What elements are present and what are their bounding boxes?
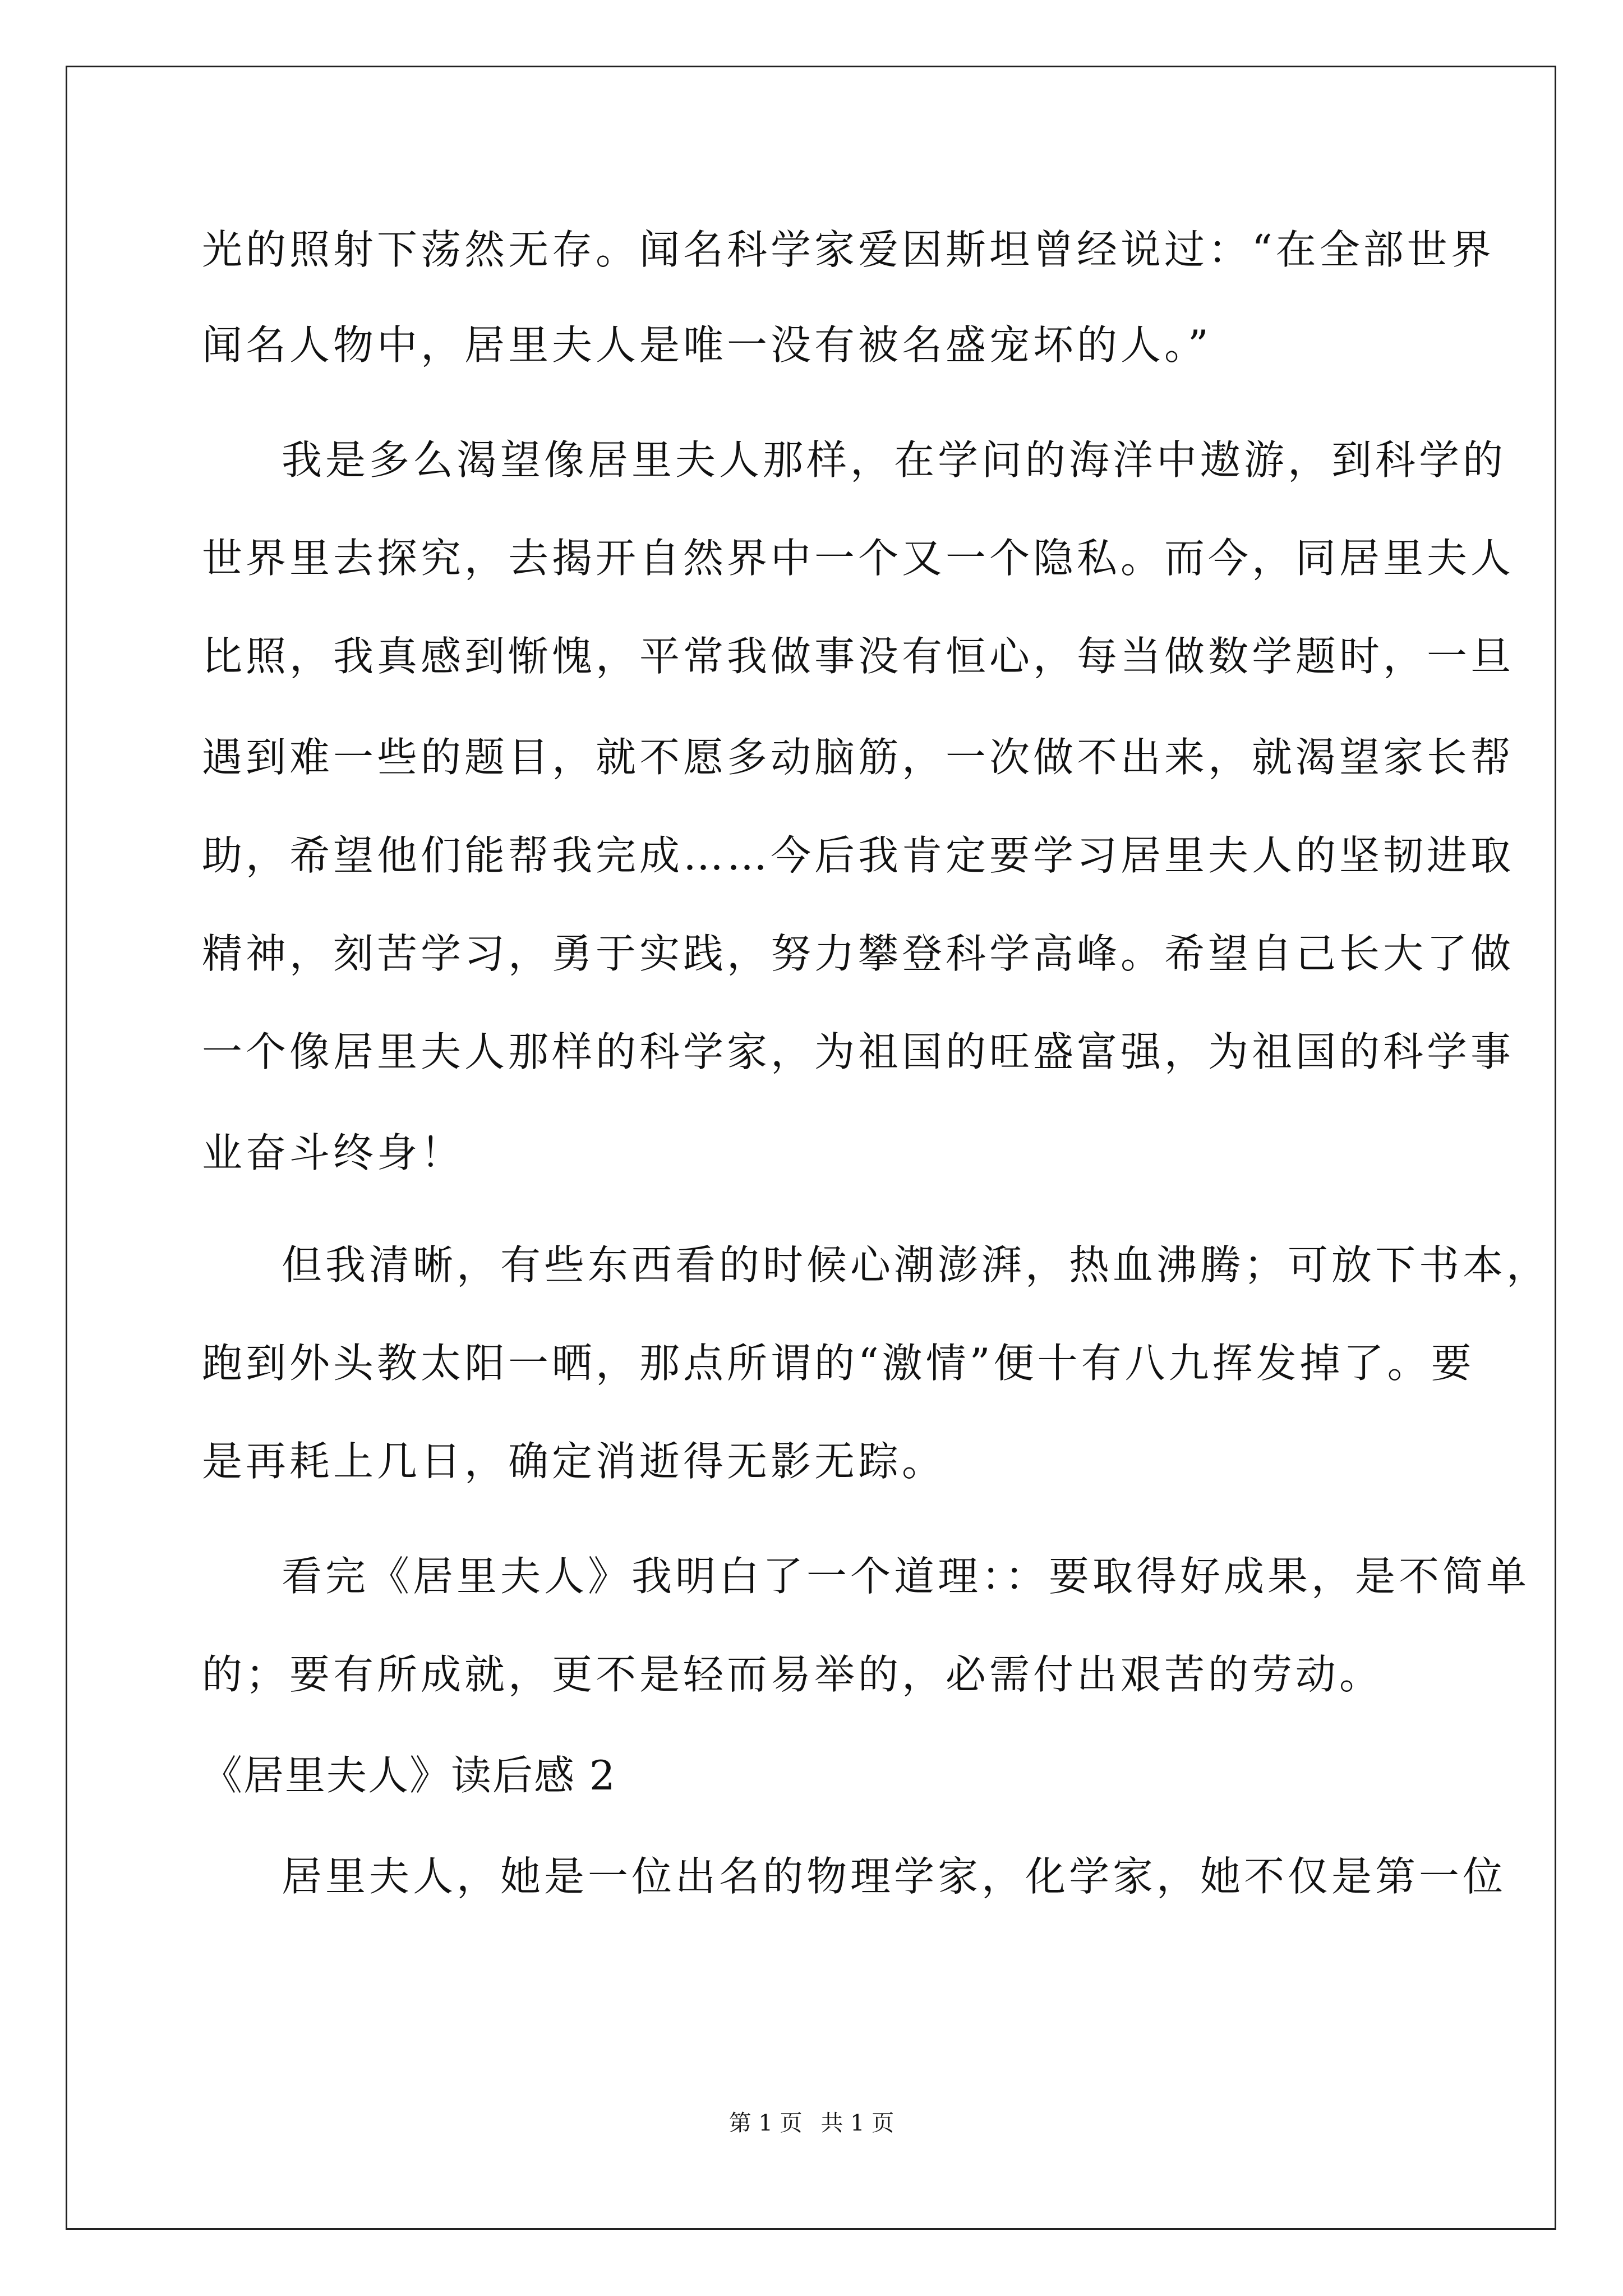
text-line-15: 的；要有所成就，更不是轻而易举的，必需付出艰苦的劳动。 [202,1651,1384,1698]
text-line-5: 比照，我真感到惭愧，平常我做事没有恒心，每当做数学题时，一旦 [202,633,1515,680]
text-line-13: 是再耗上几日，确定消逝得无影无踪。 [202,1438,946,1485]
text-line-8: 精神，刻苦学习，勇于实践，努力攀登科学高峰。希望自己长大了做 [202,930,1515,977]
page-number-total: 共 1 页 [820,2110,895,2136]
text-line-14: 看完《居里夫人》我明白了一个道理：：要取得好成果，是不简单 [282,1553,1530,1600]
text-line-17: 居里夫人，她是一位出名的物理学家，化学家，她不仅是第一位 [282,1853,1507,1900]
page-footer [0,2106,1623,2140]
text-line-11: 但我清晰，有些东西看的时候心潮澎湃，热血沸腾；可放下书本， [282,1241,1551,1289]
text-line-1: 光的照射下荡然无存。闻名科学家爱因斯坦曾经说过：“在全部世界 [202,226,1495,273]
section-heading: 《居里夫人》读后感 2 [202,1752,616,1799]
text-line-9: 一个像居里夫人那样的科学家，为祖国的旺盛富强，为祖国的科学事 [202,1028,1515,1075]
text-line-6: 遇到难一些的题目，就不愿多动脑筋，一次做不出来，就渴望家长帮 [202,734,1515,781]
text-line-12: 跑到外头教太阳一晒，那点所谓的“激情”便十有八九挥发掉了。要 [202,1340,1475,1387]
text-line-2: 闻名人物中，居里夫人是唯一没有被名盛宠坏的人。” [202,321,1212,369]
text-line-10: 业奋斗终身！ [202,1129,465,1176]
text-line-4: 世界里去探究，去揭开自然界中一个又一个隐私。而今，同居里夫人 [202,535,1515,582]
page-number-current: 第 1 页 [728,2110,803,2136]
text-line-3: 我是多么渴望像居里夫人那样，在学问的海洋中遨游，到科学的 [282,436,1507,484]
text-line-7: 助，希望他们能帮我完成……今后我肯定要学习居里夫人的坚韧进取 [202,832,1515,879]
